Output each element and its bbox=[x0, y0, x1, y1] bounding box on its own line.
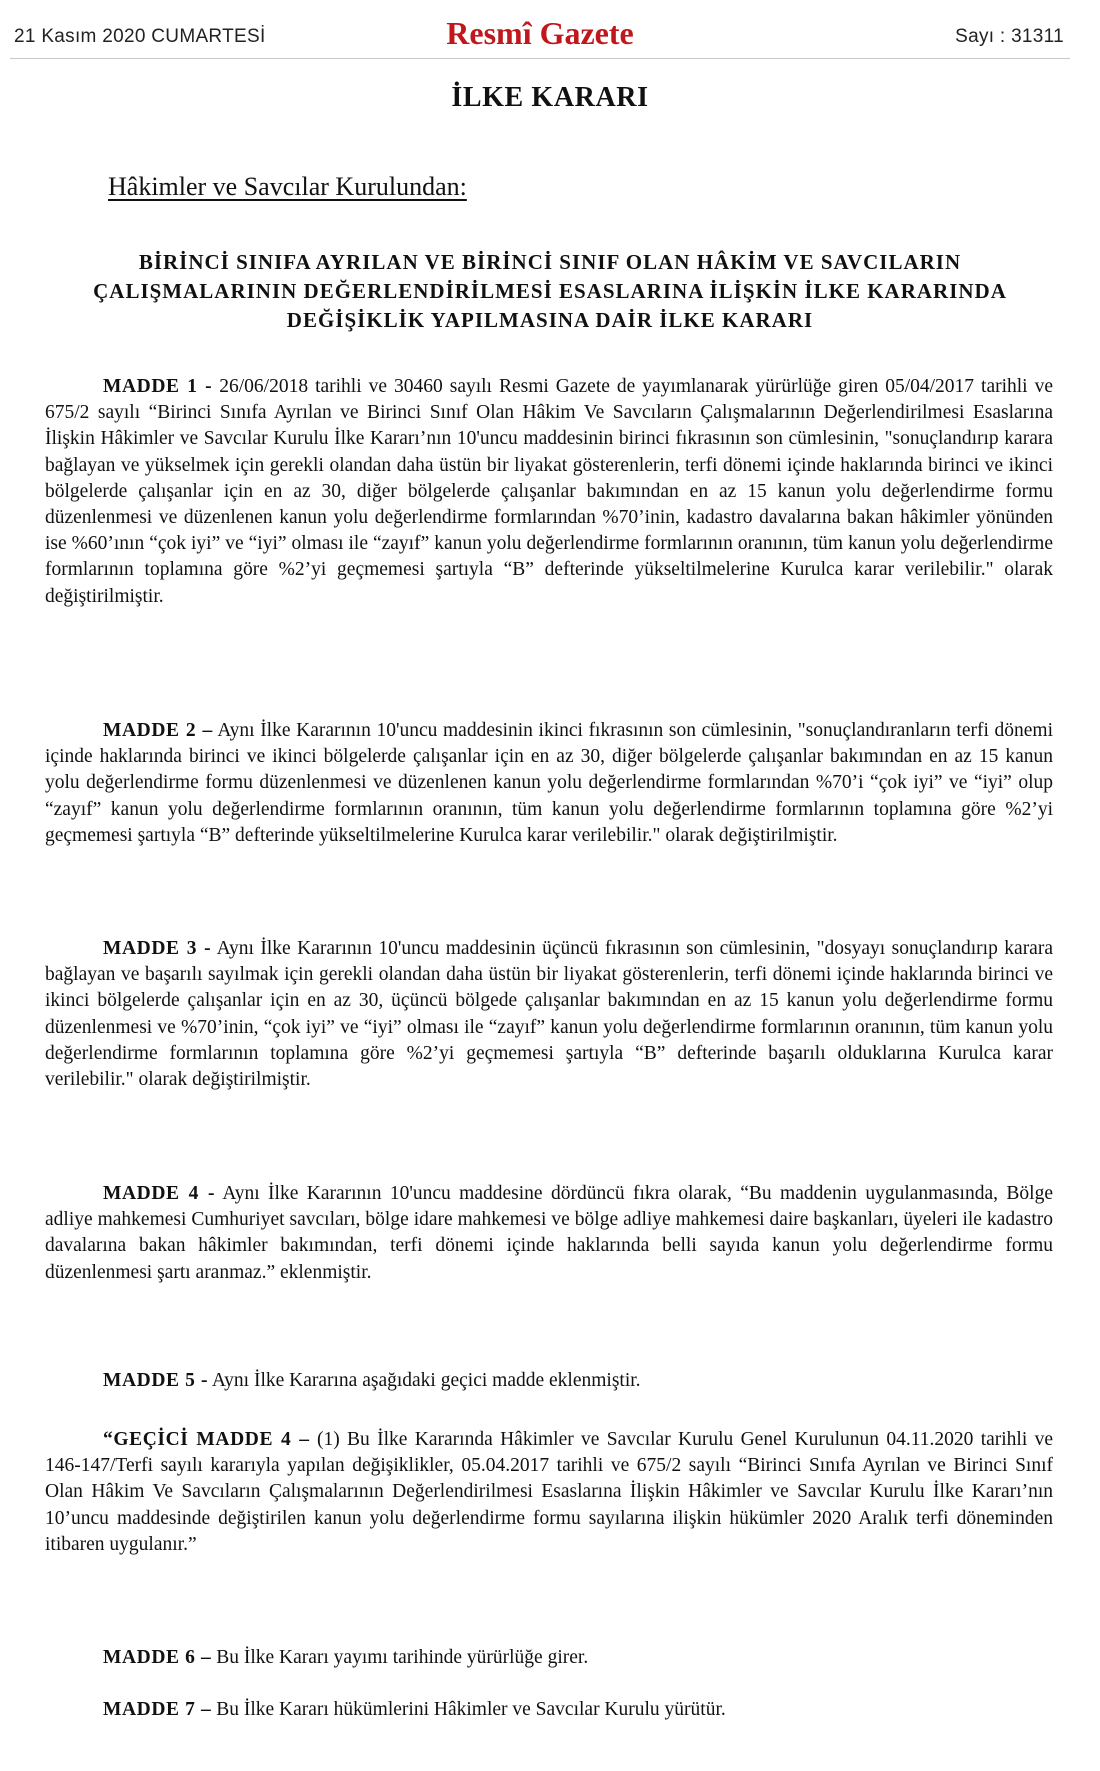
article-4 bbox=[45, 1181, 1053, 1286]
header-date: 21 Kasım 2020 CUMARTESİ bbox=[14, 26, 266, 47]
article-text: 26/06/2018 tarihli ve 30460 sayılı Resmi Gazete de yayımlanarak yürürlüğe giren 05/04/2017 tarihli ve 675/2 sayılı “Birinci Sınıfa Ayrılan ve Birinci Sınıf Olan Hâkim Ve Savcıların Çalışmalarının Değerlendirilmesi Esaslarına İlişkin Hâkimler ve Savcılar Kurulu İlke Kararı’nın 10'uncu maddesinin birinci fıkrasının son cümlesinin, "sonuçlandırıp karara bağlayan ve yükselmek için gerekli olandan daha üstün bir liyakat gösterenlerin, terfi dönemi içinde haklarında birinci ve ikinci bölgelerde çalışanlar için en az 30, diğer bölgelerde çalışanlar bakımından en az 15 kanun yolu değerlendirme formu düzenlenmesi ve düzenlenen kanun yolu değerlendirme formlarından %70’inin, kadastro davalarına bakan hâkimler yönünden ise %60’ının “çok iyi” ve “iyi” olması ile “zayıf” kanun yolu değerlendirme formlarının oranının, tüm kanun yolu değerlendirme formlarının toplamına göre %2’yi geçmemesi şartıyla “B” defterinde yükseltilmelerine Kurulca karar verilebilir." olarak değiştirilmiştir. bbox=[45, 376, 1053, 607]
article-5 bbox=[45, 1368, 1053, 1394]
article-label: MADDE 3 - bbox=[103, 938, 212, 959]
article-text: Aynı İlke Kararının 10'uncu maddesinin üçüncü fıkrasının son cümlesinin, "dosyayı sonuçlandırıp karara bağlayan ve başarılı sayılmak için gerekli olandan daha üstün bir liyakat gösterenlerin, terfi dönemi içinde haklarında birinci ve ikinci bölgelerde çalışanlar için en az 30, üçüncü bölgede çalışanlar bakımından en az 15 kanun yolu değerlendirme formu düzenlenmesi ve %70’inin, “çok iyi” ve “iyi” olması ile “zayıf” kanun yolu değerlendirme formlarının oranının, tüm kanun yolu değerlendirme formlarının toplamına göre %2’yi geçmemesi şartıyla “B” defterinde başarılı olduklarına Kurulca karar verilebilir." olarak değiştirilmiştir. bbox=[45, 938, 1053, 1091]
article-2 bbox=[45, 718, 1053, 849]
article-text: Aynı İlke Kararının 10'uncu maddesinin ikinci fıkrasının son cümlesinin, "sonuçlandıranların terfi dönemi içinde haklarında birinci ve ikinci bölgelerde çalışanlar için en az 30, diğer bölgelerde çalışanlar bakımından en az 15 kanun yolu değerlendirme formu düzenlenmesi ve düzenlenen kanun yolu değerlendirme formlarından %70’i “çok iyi” ve “iyi” olup “zayıf” kanun yolu değerlendirme formlarının oranının, tüm kanun yolu değerlendirme formlarının toplamına göre %2’yi geçmemesi şartıyla “B” defterinde yükseltilmelerine Kurulca karar verilebilir." olarak değiştirilmiştir. bbox=[45, 720, 1053, 846]
article-label: MADDE 4 - bbox=[103, 1183, 216, 1204]
article-label: MADDE 2 – bbox=[103, 720, 213, 741]
header-issue-number: Sayı : 31311 bbox=[955, 26, 1064, 47]
article-1 bbox=[45, 374, 1053, 610]
article-6 bbox=[45, 1645, 1053, 1671]
article-7 bbox=[45, 1697, 1053, 1723]
article-3 bbox=[45, 936, 1053, 1093]
article-label: MADDE 1 - bbox=[103, 376, 213, 397]
temporary-article-4 bbox=[45, 1427, 1053, 1558]
article-text: (1) Bu İlke Kararında Hâkimler ve Savcılar Kurulu Genel Kurulunun 04.11.2020 tarihli ve 146-147/Terfi sayılı kararıyla yapılan değişiklikler, 05.04.2017 tarihli ve 675/2 sayılı “Birinci Sınıfa Ayrılan ve Birinci Sınıf Olan Hâkim Ve Savcıların Çalışmalarının Değerlendirilmesi Esaslarına İlişkin Hâkimler ve Savcılar Kurulu İlke Kararı’nın 10’uncu maddesinde değiştirilen kanun yolu değerlendirme formu sayılarına ilişkin hükümler 2020 Aralık terfi döneminden itibaren uygulanır.” bbox=[45, 1429, 1054, 1555]
article-label: “GEÇİCİ MADDE 4 – bbox=[103, 1429, 310, 1450]
decision-title: BİRİNCİ SINIFA AYRILAN VE BİRİNCİ SINIF OLAN HÂKİM VE SAVCILARIN ÇALIŞMALARININ DEĞERLENDİRİLMESİ ESASLARINA İLİŞKİN İLKE KARARINDA DEĞİŞİKLİK YAPILMASINA DAİR İLKE KARARI bbox=[93, 250, 1007, 332]
article-text: Bu İlke Kararı hükümlerini Hâkimler ve Savcılar Kurulu yürütür. bbox=[211, 1699, 726, 1720]
article-label: MADDE 6 – bbox=[103, 1647, 212, 1668]
article-text: Aynı İlke Kararının 10'uncu maddesine dördüncü fıkra olarak, “Bu maddenin uygulanmasında, Bölge adliye mahkemesi Cumhuriyet savcıları, bölge idare mahkemesi ve bölge adliye mahkemesi daire başkanları, üyeleri ile kadastro davalarına bakan hâkimler bakımından, terfi dönemi içinde haklarında belli sayıda kanun yolu değerlendirme formu düzenlenmesi şartı aranmaz.” eklenmiştir. bbox=[45, 1183, 1053, 1283]
issuer-line: Hâkimler ve Savcılar Kurulundan: bbox=[108, 172, 467, 201]
gazette-header bbox=[10, 12, 1070, 59]
document-type-heading: İLKE KARARI bbox=[451, 82, 649, 113]
gazette-logo-title: Resmî Gazete bbox=[446, 15, 634, 51]
article-label: MADDE 5 - bbox=[103, 1370, 209, 1391]
article-label: MADDE 7 – bbox=[103, 1699, 212, 1720]
article-text: Aynı İlke Kararına aşağıdaki geçici madde eklenmiştir. bbox=[208, 1370, 641, 1391]
article-text: Bu İlke Kararı yayımı tarihinde yürürlüğe girer. bbox=[211, 1647, 589, 1668]
